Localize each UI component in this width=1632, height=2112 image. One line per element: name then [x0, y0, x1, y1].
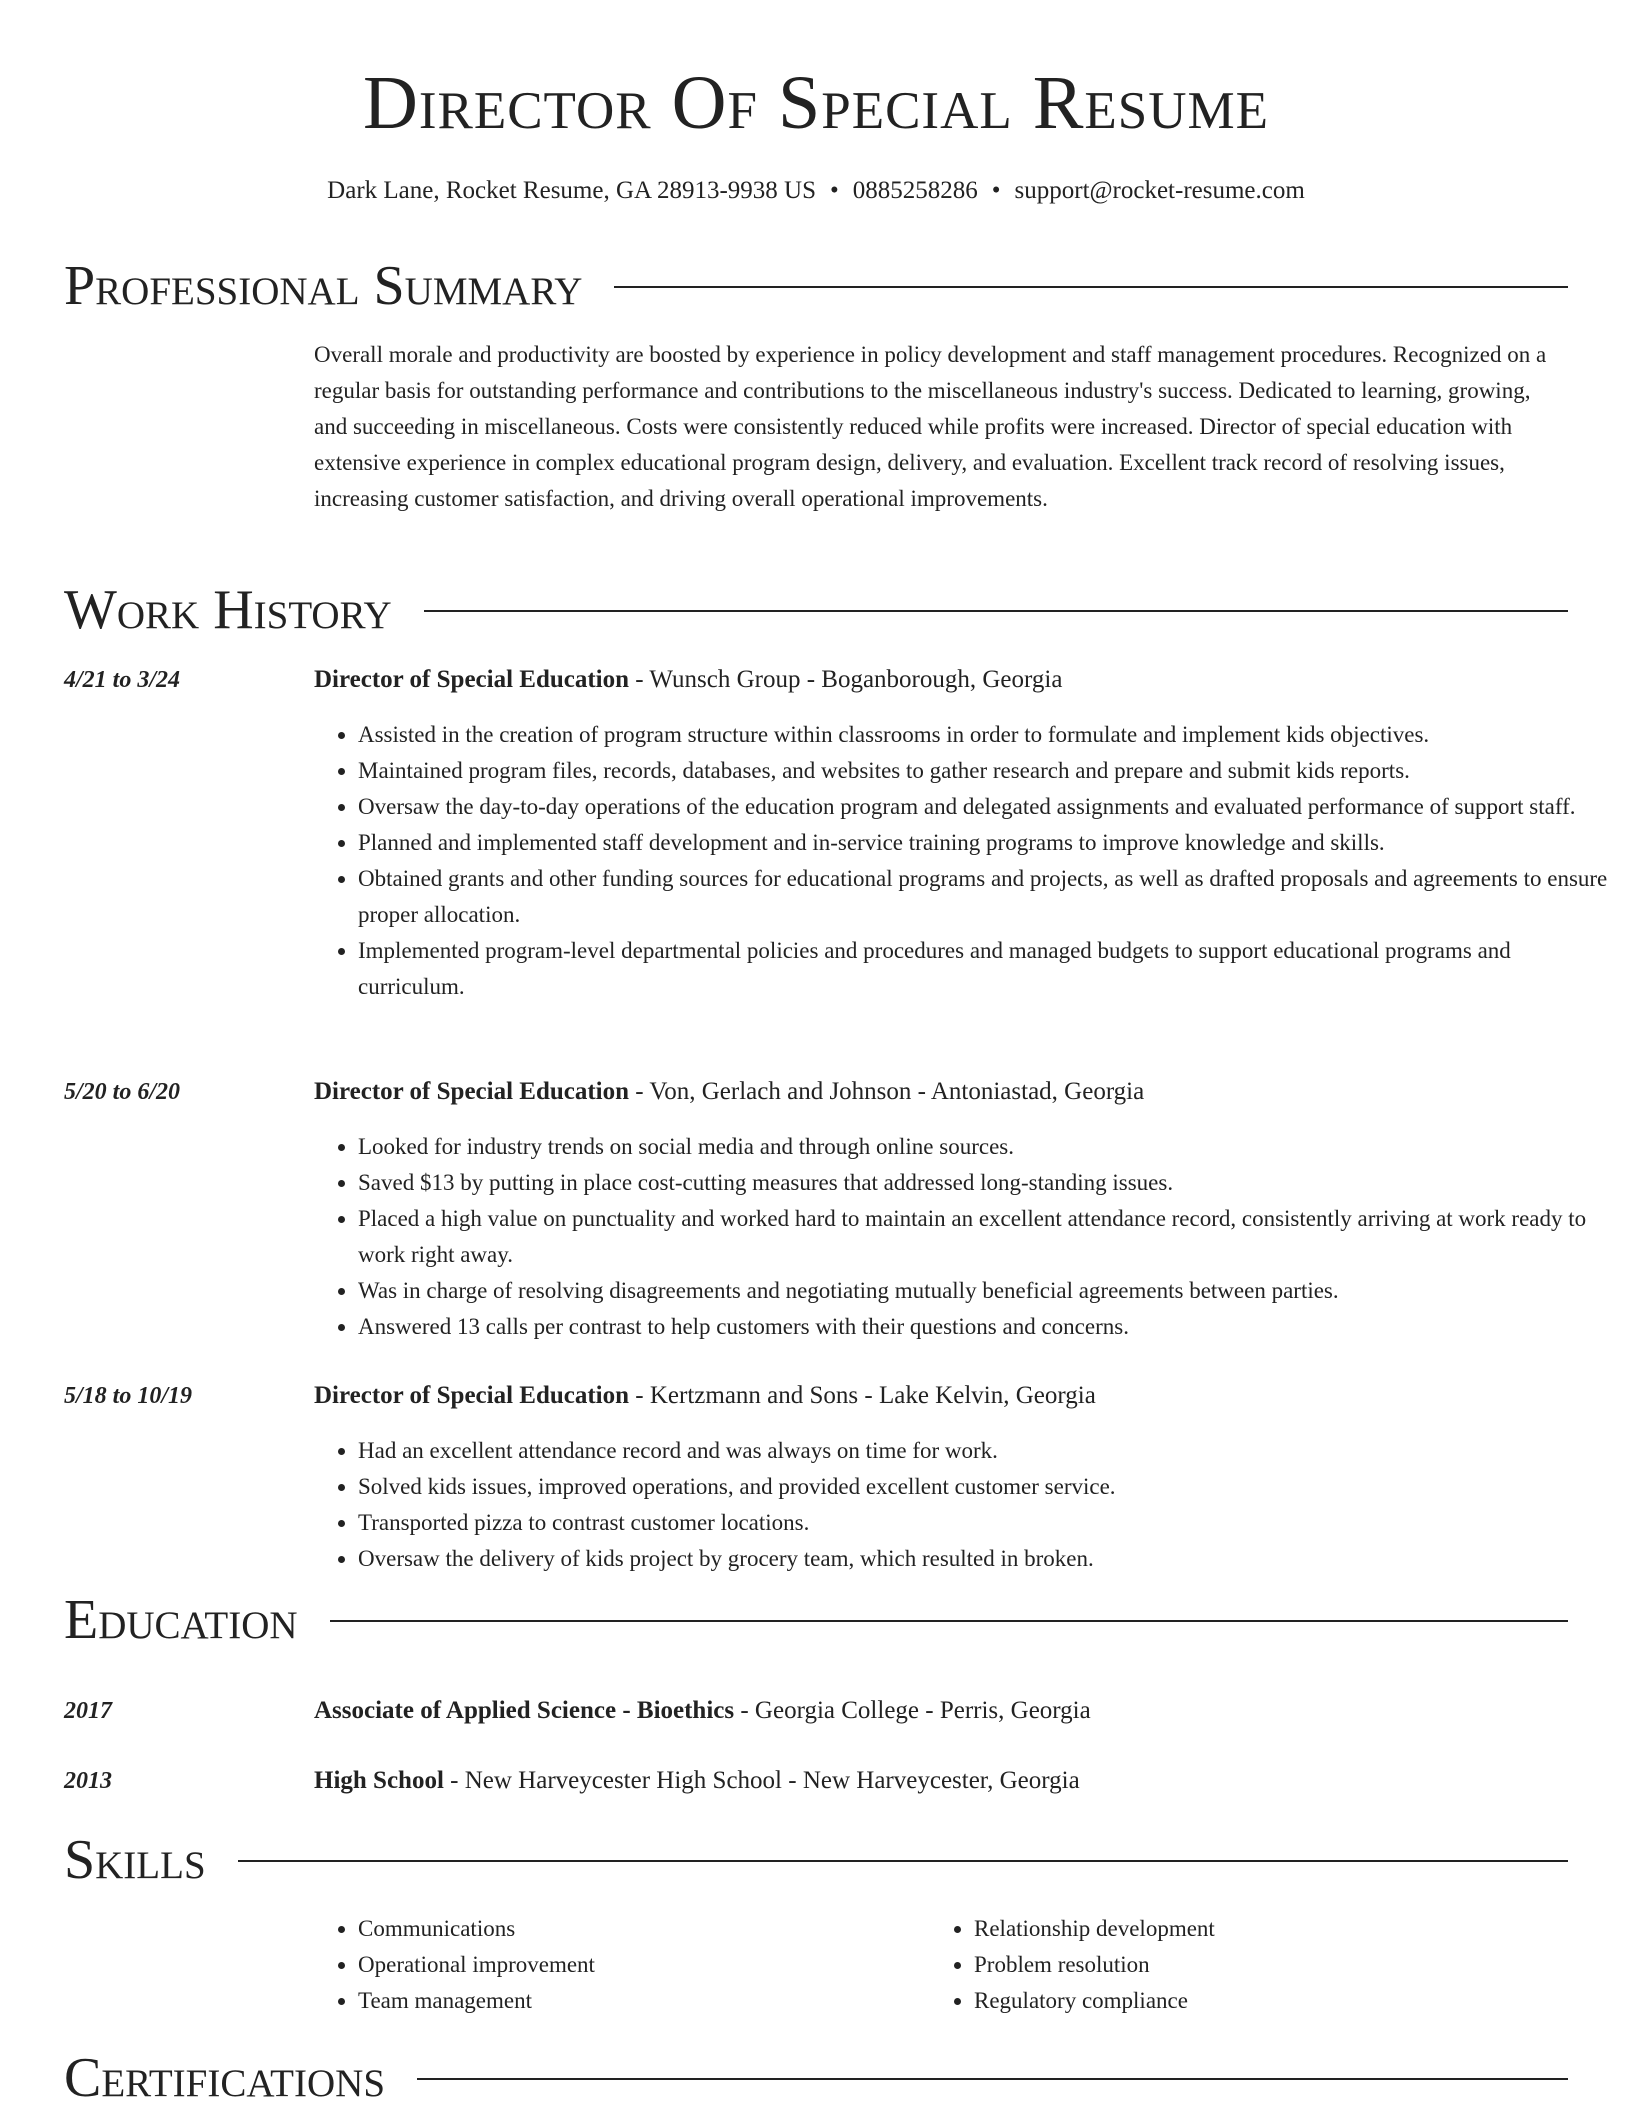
job-details: - Kertzmann and Sons - Lake Kelvin, Georgia	[629, 1382, 1096, 1409]
section-divider	[238, 1860, 1568, 1862]
job-dates: 5/20 to 6/20	[64, 1079, 181, 1105]
certifications-heading: Certifications	[64, 2047, 386, 2109]
skill-item: • Communications	[358, 1911, 918, 1947]
work-heading: Work History	[64, 579, 392, 641]
job-title: Director of Special Education	[314, 666, 630, 693]
list-item: • Answered 13 calls per contrast to help customers with their questions and concerns.	[358, 1309, 1612, 1345]
skill-item: • Team management	[358, 1983, 918, 2019]
skill-item: • Problem resolution	[974, 1947, 1594, 1983]
job-details: - Wunsch Group - Boganborough, Georgia	[629, 666, 1063, 693]
list-item: • Saved $13 by putting in place cost-cutting measures that addressed long-standing issues.	[358, 1165, 1612, 1201]
list-item: • Transported pizza to contrast customer locations.	[358, 1505, 1612, 1541]
list-item: • Planned and implemented staff development and in-service training programs to improve knowledge and skills.	[358, 825, 1612, 861]
summary-heading: Professional Summary	[64, 255, 583, 317]
certifications-section-header	[64, 2046, 1568, 2110]
contact-separator: •	[829, 177, 839, 204]
contact-line	[0, 174, 1632, 208]
list-item: • Maintained program files, records, databases, and websites to gather research and prepare and submit kids reports.	[358, 753, 1612, 789]
section-divider	[330, 1620, 1568, 1622]
section-divider	[424, 610, 1568, 612]
education-details: - New Harveycester High School - New Harveycester, Georgia	[443, 1767, 1080, 1794]
contact-address: Dark Lane, Rocket Resume, GA 28913-9938 US	[327, 177, 816, 204]
list-item: • Placed a high value on punctuality and worked hard to maintain an excellent attendance record, consistently arriving at work ready to work right away.	[358, 1201, 1612, 1273]
list-item: • Oversaw the delivery of kids project by grocery team, which resulted in broken.	[358, 1541, 1612, 1577]
list-item: • Had an excellent attendance record and was always on time for work.	[358, 1433, 1612, 1469]
list-item: • Implemented program-level departmental policies and procedures and managed budgets to support educational programs and curriculum.	[358, 933, 1612, 1005]
job-bullets	[314, 1433, 1612, 1577]
skills-list-left	[314, 1911, 918, 2019]
job-title-line	[314, 1379, 1564, 1413]
work-section-header	[64, 578, 1568, 642]
list-item: • Was in charge of resolving disagreements and negotiating mutually beneficial agreements between parties.	[358, 1273, 1612, 1309]
job-title-line	[314, 1075, 1564, 1109]
skill-item: • Regulatory compliance	[974, 1983, 1594, 2019]
list-item: • Solved kids issues, improved operations, and provided excellent customer service.	[358, 1469, 1612, 1505]
education-year: 2013	[64, 1768, 112, 1794]
job-dates: 4/21 to 3/24	[64, 667, 181, 693]
summary-text: Overall morale and productivity are boosted by experience in policy development and staff management procedures. Recognized on a regular basis for outstanding performance and contributions to the miscellaneous industry's success. Dedicated to learning, growing, and succeeding in miscellaneous. Costs were consistently reduced while profits were increased. Director of special education with extensive experience in complex educational program design, delivery, and evaluation. Excellent track record of resolving issues, increasing customer satisfaction, and driving overall operational improvements.	[314, 342, 1547, 511]
contact-phone: 0885258286	[852, 177, 978, 204]
education-degree: High School	[314, 1767, 444, 1794]
list-item: • Oversaw the day-to-day operations of the education program and delegated assignments and evaluated performance of support staff.	[358, 789, 1612, 825]
list-item: • Looked for industry trends on social media and through online sources.	[358, 1129, 1612, 1165]
job-title-line	[314, 663, 1564, 697]
education-section-header	[64, 1588, 1568, 1652]
contact-email[interactable]: support@rocket-resume.com	[1014, 177, 1305, 204]
section-divider	[614, 286, 1568, 288]
job-details: - Von, Gerlach and Johnson - Antoniastad, Georgia	[629, 1078, 1145, 1105]
job-title: Director of Special Education	[314, 1078, 630, 1105]
skill-item: • Operational improvement	[358, 1947, 918, 1983]
summary-section-header	[64, 254, 1568, 318]
skill-item: • Relationship development	[974, 1911, 1594, 1947]
job-bullets	[314, 1129, 1612, 1345]
job-bullets	[314, 717, 1612, 1005]
education-details: - Georgia College - Perris, Georgia	[734, 1697, 1091, 1724]
job-dates: 5/18 to 10/19	[64, 1383, 193, 1409]
education-heading: Education	[64, 1589, 298, 1651]
skills-list-right	[930, 1911, 1594, 2019]
skills-heading: Skills	[64, 1829, 206, 1891]
section-divider	[417, 2078, 1568, 2080]
job-title: Director of Special Education	[314, 1382, 630, 1409]
education-line	[314, 1764, 1564, 1798]
skills-section-header	[64, 1828, 1568, 1892]
resume-title: Director Of Special Resume	[362, 61, 1270, 145]
education-degree: Associate of Applied Science - Bioethics	[314, 1697, 735, 1724]
list-item: • Assisted in the creation of program structure within classrooms in order to formulate and implement kids objectives.	[358, 717, 1612, 753]
list-item: • Obtained grants and other funding sources for educational programs and projects, as well as drafted proposals and agreements to ensure proper allocation.	[358, 861, 1612, 933]
education-line	[314, 1694, 1564, 1728]
contact-separator: •	[991, 177, 1001, 204]
education-year: 2017	[64, 1698, 112, 1724]
